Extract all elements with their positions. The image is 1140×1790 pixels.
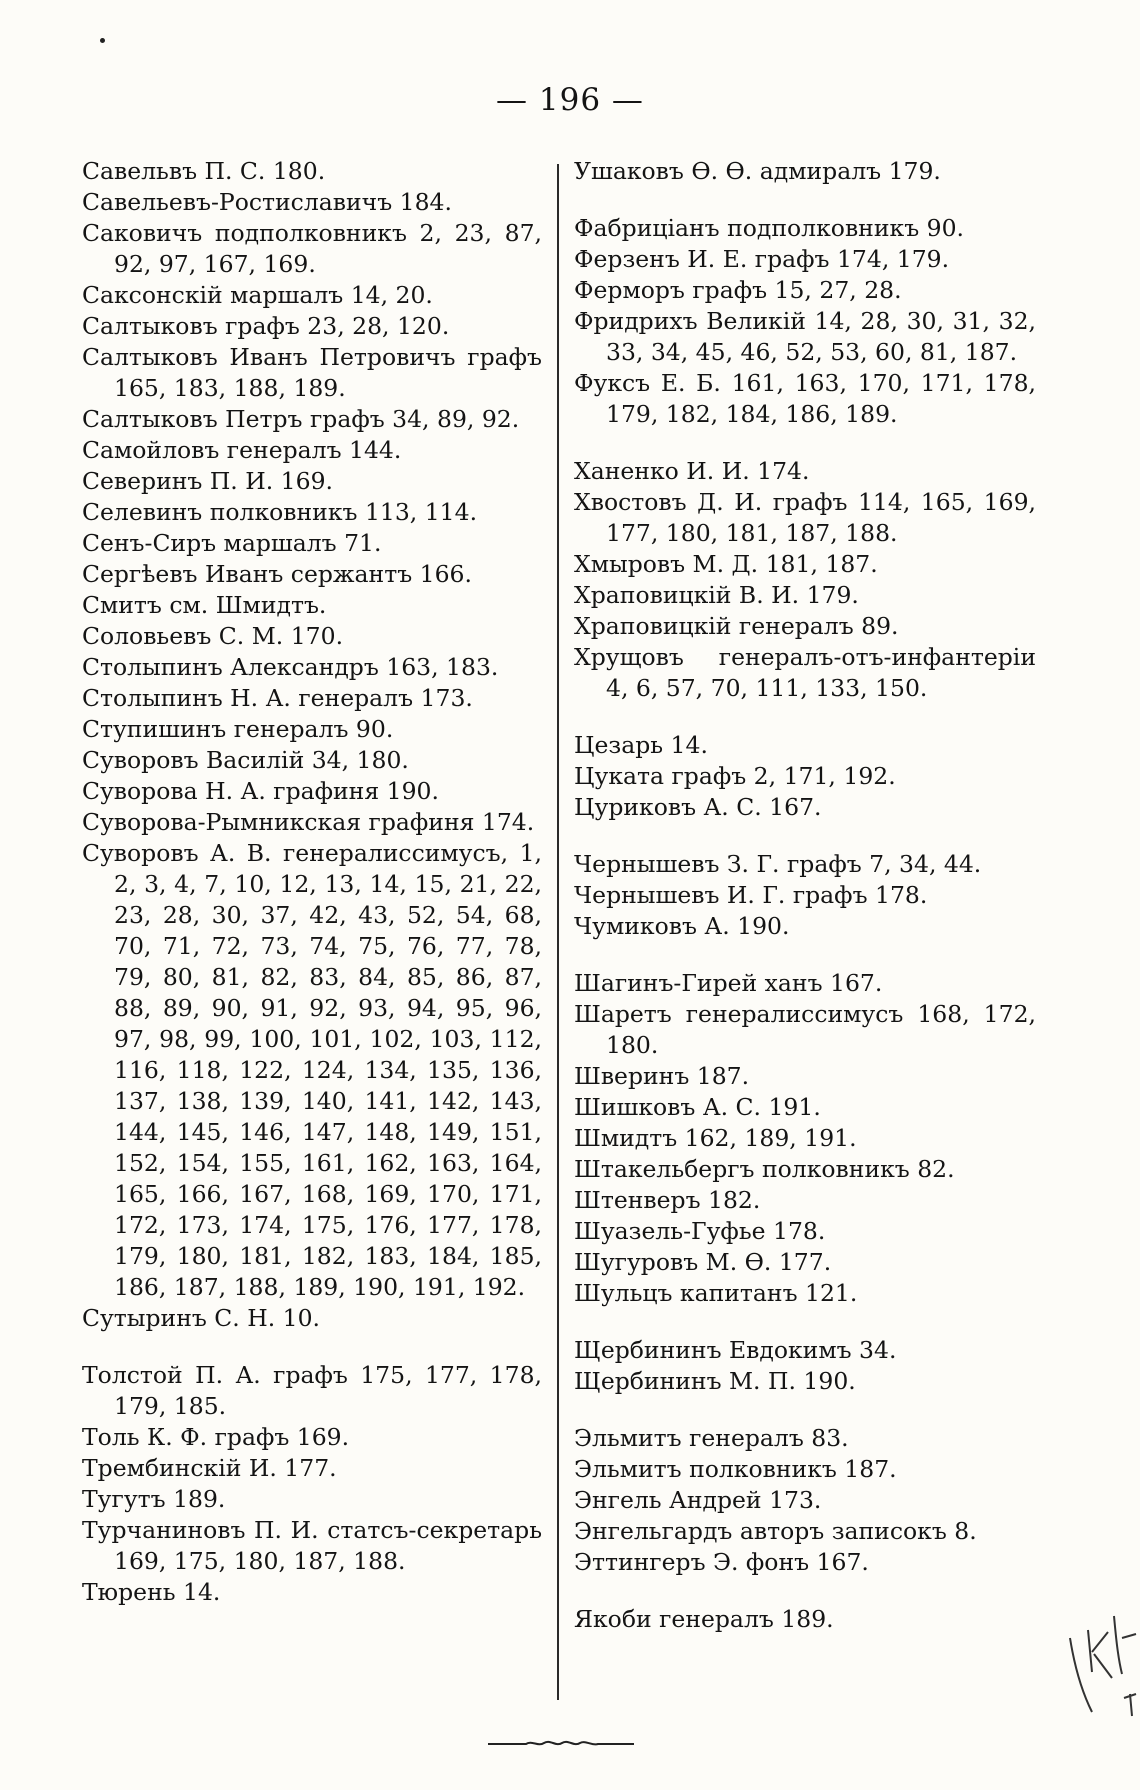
right-index-entry: Эльмитъ генералъ 83. — [574, 1424, 849, 1452]
left-index-entry: Суворовъ А. В. генералиссимусъ, 1, 2, 3, 4, 7, 10, 12, 13, 14, 15, 21, 22, 23, 28, 30, 37, 42, 43, 52, 54, 68, 70, 71, 72, 73, 74, 75, 76, 77, 78, 79, 80, 81, 82, 83, 84, 85, 86, 87, 88, 89, 90, 91, 92, 93, 94, 95, 96, 97, 98, 99, 100, 101, 102, 103, 112, 116, 118, 122, 124, 134, 135, 136, 137, 138, 139, 140, 141, 142, 143, 144, 145, 146, 147, 148, 149, 151, 152, 154, 155, 161, 162, 163, 164, 165, 166, 167, 168, 169, 170, 171, 172, 173, 174, 175, 176, 177, 178, 179, 180, 181, 182, 183, 184, 185, 186, 187, 188, 189, 190, 191, 192. — [82, 839, 542, 1301]
left-index-entry: Турчаниновъ П. И. статсъ-секретарь 169, 175, 180, 187, 188. — [82, 1516, 542, 1575]
left-index-entry: Толь К. Ф. графъ 169. — [82, 1423, 350, 1451]
index-column-left — [82, 156, 542, 1608]
left-index-entry: Столыпинъ Александръ 163, 183. — [82, 653, 499, 681]
left-index-entry: Самойловъ генералъ 144. — [82, 436, 402, 464]
right-index-entry: Чумиковъ А. 190. — [574, 912, 790, 940]
right-index-entry: Энгельгардъ авторъ записокъ 8. — [574, 1517, 977, 1545]
right-index-entry: Шишковъ А. С. 191. — [574, 1093, 821, 1121]
left-index-entry: Салтыковъ графъ 23, 28, 120. — [82, 312, 450, 340]
handwritten-margin-scribble-icon — [1062, 1608, 1140, 1720]
left-index-entry: Сутыринъ С. Н. 10. — [82, 1304, 321, 1332]
right-index-entry: Ферморъ графъ 15, 27, 28. — [574, 276, 902, 304]
right-index-entry: Храповицкій В. И. 179. — [574, 581, 859, 609]
right-index-entry: Шагинъ-Гирей ханъ 167. — [574, 969, 883, 997]
left-index-entry: Сергѣевъ Иванъ сержантъ 166. — [82, 560, 472, 588]
right-index-entry: Цуката графъ 2, 171, 192. — [574, 762, 896, 790]
right-index-entry: Ханенко И. И. 174. — [574, 457, 810, 485]
left-index-entry: Северинъ П. И. 169. — [82, 467, 334, 495]
right-index-entry: Щербининъ Евдокимъ 34. — [574, 1336, 897, 1364]
right-index-entry: Чернышевъ З. Г. графъ 7, 34, 44. — [574, 850, 982, 878]
left-index-entry: Селевинъ полковникъ 113, 114. — [82, 498, 478, 526]
right-index-entry: Фабриціанъ подполковникъ 90. — [574, 214, 964, 242]
right-index-entry: Ферзенъ И. Е. графъ 174, 179. — [574, 245, 950, 273]
left-index-entry: Тюрень 14. — [82, 1578, 221, 1606]
right-index-entry: Чернышевъ И. Г. графъ 178. — [574, 881, 928, 909]
right-index-entry: Хмыровъ М. Д. 181, 187. — [574, 550, 878, 578]
right-index-entry: Шуазель-Гуфье 178. — [574, 1217, 826, 1245]
right-index-entry: Цезарь 14. — [574, 731, 708, 759]
right-index-entry: Шверинъ 187. — [574, 1062, 750, 1090]
right-index-entry: Цуриковъ А. С. 167. — [574, 793, 822, 821]
left-index-entry: Суворова Н. А. графиня 190. — [82, 777, 439, 805]
right-index-entry: Хрущовъ генералъ-отъ-инфантеріи 4, 6, 57, 70, 111, 133, 150. — [574, 643, 1036, 702]
left-index-entry: Суворова-Рымникская графиня 174. — [82, 808, 535, 836]
right-index-entry: Хвостовъ Д. И. графъ 114, 165, 169, 177, 180, 181, 187, 188. — [574, 488, 1036, 547]
left-index-entry: Смитъ см. Шмидтъ. — [82, 591, 327, 619]
left-index-entry: Трембинскій И. 177. — [82, 1454, 337, 1482]
right-index-entry: Энгель Андрей 173. — [574, 1486, 822, 1514]
left-index-entry: Столыпинъ Н. А. генералъ 173. — [82, 684, 473, 712]
left-index-entry: Сенъ-Сиръ маршалъ 71. — [82, 529, 382, 557]
right-index-entry: Якоби генералъ 189. — [574, 1605, 834, 1633]
right-index-entry: Эттингеръ Э. фонъ 167. — [574, 1548, 869, 1576]
right-index-entry: Штенверъ 182. — [574, 1186, 761, 1214]
left-index-entry: Савельевъ-Ростиславичъ 184. — [82, 188, 452, 216]
left-index-entry: Саковичъ подполковникъ 2, 23, 87, 92, 97, 167, 169. — [82, 219, 542, 278]
left-index-entry: Толстой П. А. графъ 175, 177, 178, 179, 185. — [82, 1361, 542, 1420]
right-index-entry: Шаретъ генералиссимусъ 168, 172, 180. — [574, 1000, 1036, 1059]
index-column-right — [574, 156, 1036, 1635]
page-number: — 196 — — [496, 82, 644, 118]
left-index-entry: Салтыковъ Иванъ Петровичъ графъ 165, 183, 188, 189. — [82, 343, 542, 402]
left-index-entry: Салтыковъ Петръ графъ 34, 89, 92. — [82, 405, 520, 433]
left-index-entry: Саксонскій маршалъ 14, 20. — [82, 281, 433, 309]
right-index-entry: Шмидтъ 162, 189, 191. — [574, 1124, 857, 1152]
right-index-entry: Фуксъ Е. Б. 161, 163, 170, 171, 178, 179, 182, 184, 186, 189. — [574, 369, 1036, 428]
right-index-entry: Храповицкій генералъ 89. — [574, 612, 899, 640]
left-index-entry: Савельвъ П. С. 180. — [82, 157, 326, 185]
column-divider — [557, 164, 559, 1700]
right-index-entry: Щербининъ М. П. 190. — [574, 1367, 856, 1395]
footer-ornament — [486, 1737, 636, 1749]
left-index-entry: Соловьевъ С. М. 170. — [82, 622, 344, 650]
right-index-entry: Ушаковъ Ѳ. Ѳ. адмиралъ 179. — [574, 157, 941, 185]
right-index-entry: Эльмитъ полковникъ 187. — [574, 1455, 897, 1483]
right-index-entry: Фридрихъ Великій 14, 28, 30, 31, 32, 33, 34, 45, 46, 52, 53, 60, 81, 187. — [574, 307, 1036, 366]
stray-ink-dot — [100, 38, 105, 43]
right-index-entry: Шульцъ капитанъ 121. — [574, 1279, 858, 1307]
left-index-entry: Ступишинъ генералъ 90. — [82, 715, 394, 743]
left-index-entry: Тугутъ 189. — [82, 1485, 226, 1513]
left-index-entry: Суворовъ Василій 34, 180. — [82, 746, 409, 774]
right-index-entry: Шугуровъ М. Ѳ. 177. — [574, 1248, 832, 1276]
right-index-entry: Штакельбергъ полковникъ 82. — [574, 1155, 955, 1183]
